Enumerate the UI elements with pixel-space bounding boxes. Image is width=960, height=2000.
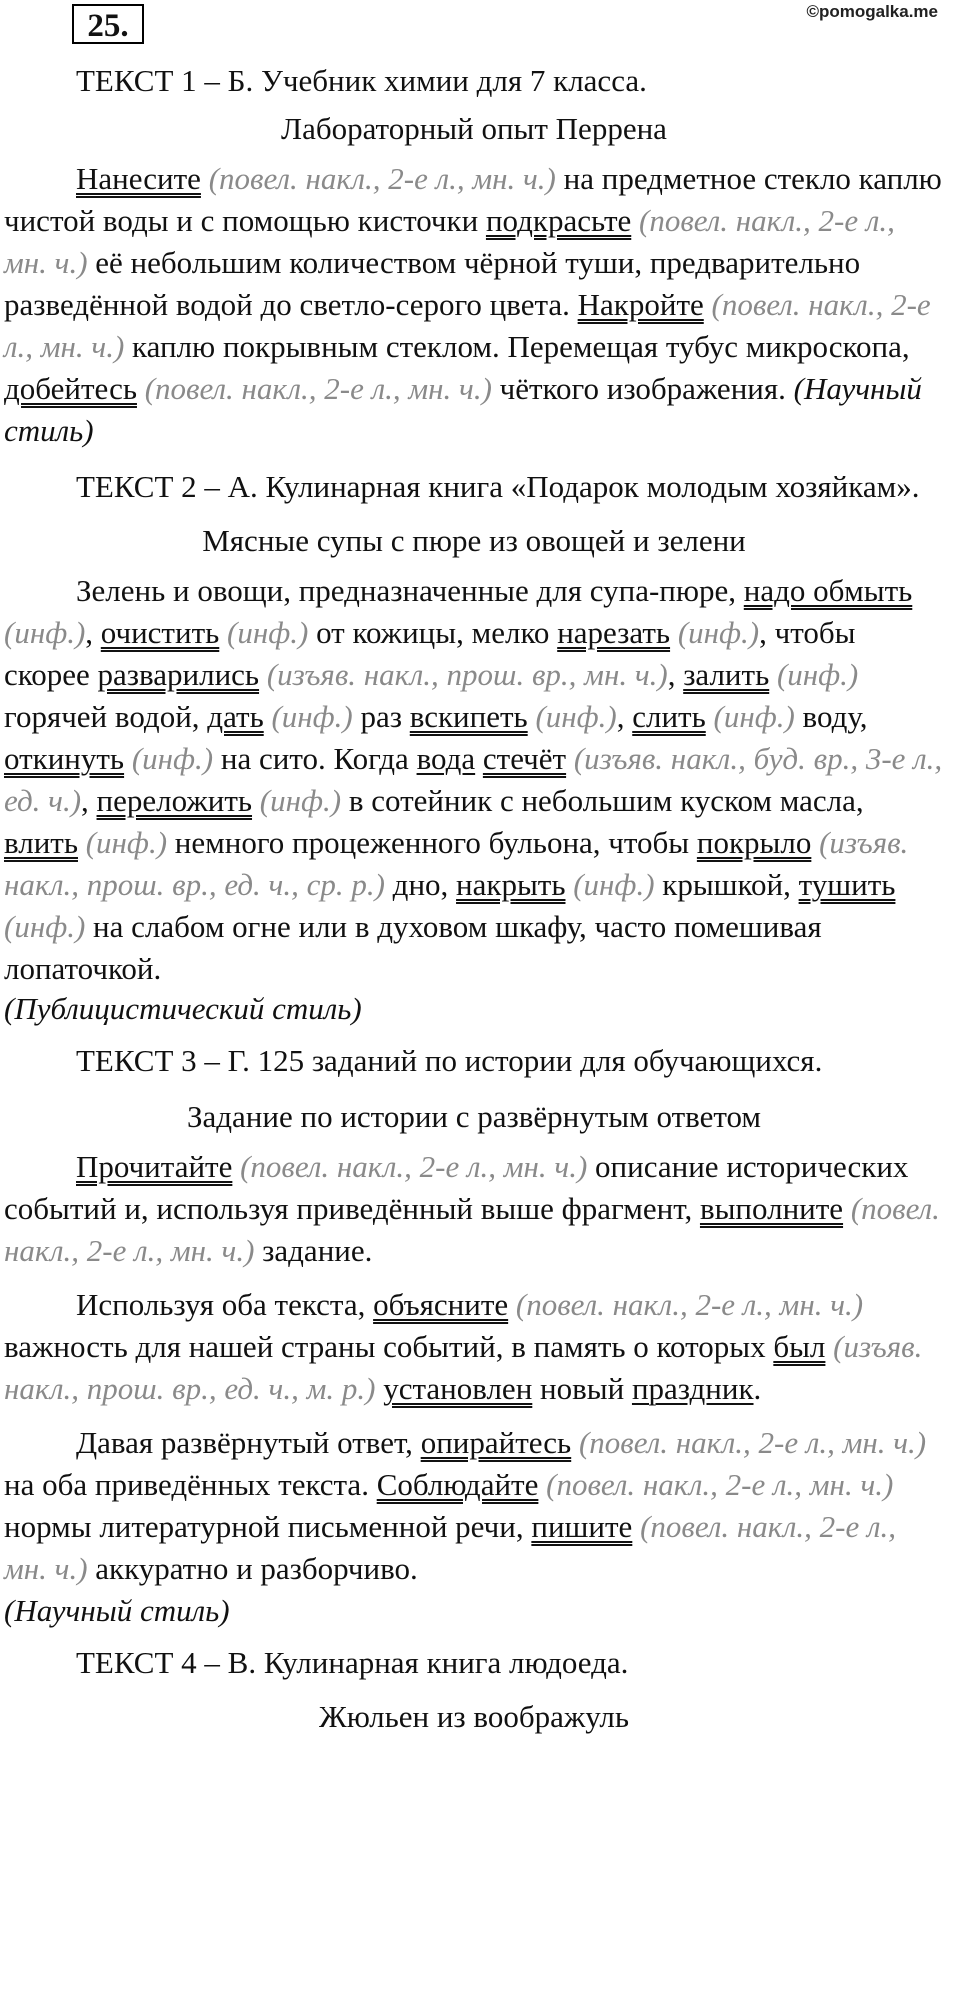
predicate: тушить	[798, 867, 896, 902]
predicate: Нанесите	[76, 161, 201, 196]
document-body	[4, 56, 944, 1746]
text4-title: Жюльен из воображуль	[318, 1699, 630, 1734]
grammar-note: (инф.)	[535, 699, 617, 734]
text-run: в сотейник с небольшим куском масла,	[341, 783, 864, 818]
grammar-note: (повел. накл., 2-е л., мн. ч.)	[4, 1509, 896, 1586]
text-run: раз	[352, 699, 410, 734]
text1-paragraph	[4, 158, 944, 452]
text-run: от кожицы, мелко	[308, 615, 558, 650]
predicate: Прочитайте	[76, 1149, 233, 1184]
grammar-note: (инф.)	[259, 783, 342, 818]
text1-title: Лабораторный опыт Перрена	[281, 111, 667, 146]
subject: вода	[416, 741, 476, 776]
text3-title: Задание по истории с развёрнутым ответом	[186, 1099, 762, 1134]
text3-heading: ТЕКСТ 3 – Г. 125 заданий по истории для обучающихся.	[76, 1043, 823, 1078]
grammar-note: (инф.)	[85, 825, 168, 860]
predicate: добейтесь	[4, 371, 137, 406]
grammar-note: (повел. накл., 2-е л., мн. ч.)	[240, 1149, 588, 1184]
text-run: на предметное стекло каплю чистой воды и с помощью кисточки	[4, 161, 942, 238]
predicate: объясните	[373, 1287, 509, 1322]
text-run: новый	[532, 1371, 632, 1406]
text-run: Давая развёрнутый ответ,	[76, 1425, 421, 1460]
text-run: её небольшим количеством чёрной туши, предварительно разведённой водой до светло-серого цвета.	[4, 245, 861, 322]
predicate: дать	[207, 699, 264, 734]
predicate: стечёт	[482, 741, 567, 776]
style-label: (Научный стиль)	[4, 371, 922, 448]
predicate: накрыть	[456, 867, 566, 902]
text3-paragraph-1	[4, 1146, 944, 1272]
predicate: подкрасьте	[485, 203, 632, 238]
text-run: каплю покрывным стеклом. Перемещая тубус микроскопа,	[124, 329, 910, 364]
predicate: нарезать	[557, 615, 671, 650]
text-run: крышкой,	[654, 867, 799, 902]
text-run: важность для нашей страны событий, в память о которых	[4, 1329, 774, 1364]
watermark: ©pomogalka.me	[806, 2, 938, 21]
grammar-note: (инф.)	[131, 741, 214, 776]
predicate: был	[773, 1329, 826, 1364]
predicate: Соблюдайте	[376, 1467, 539, 1502]
predicate: залить	[683, 657, 770, 692]
text3-paragraph-3	[4, 1422, 944, 1590]
text-run: задание.	[254, 1233, 373, 1268]
grammar-note: (изъяв. накл., прош. вр., ед. ч., м. р.)	[4, 1329, 923, 1406]
text-run: немного процеженного бульона, чтобы	[167, 825, 697, 860]
text-run: на слабом огне или в духовом шкафу, часто помешивая лопаточкой.	[4, 909, 822, 986]
text2-style-label: (Публицистический стиль)	[4, 991, 362, 1026]
text-run: на оба приведённых текста.	[4, 1467, 377, 1502]
grammar-note: (повел. накл., 2-е л., мн. ч.)	[546, 1467, 894, 1502]
grammar-note: (изъяв. накл., прош. вр., мн. ч.)	[266, 657, 668, 692]
predicate: Накройте	[577, 287, 704, 322]
grammar-note: (повел. накл., 2-е л., мн. ч.)	[4, 203, 895, 280]
grammar-note: (инф.)	[677, 615, 760, 650]
predicate: выполните	[699, 1191, 844, 1226]
grammar-note: (повел. накл., 2-е л., мн. ч.)	[144, 371, 492, 406]
text-run: воду,	[794, 699, 868, 734]
grammar-note: (инф.)	[4, 615, 86, 650]
text-run: чёткого изображения.	[491, 371, 794, 406]
predicate: откинуть	[4, 741, 125, 776]
grammar-note: (инф.)	[227, 615, 309, 650]
text-run: нормы литературной письменной речи,	[4, 1509, 532, 1544]
grammar-note: (изъяв. накл., буд. вр., 3-е л., ед. ч.)	[4, 741, 943, 818]
text3-style-label: (Научный стиль)	[4, 1593, 230, 1628]
grammar-note: (инф.)	[713, 699, 795, 734]
subject: праздник	[631, 1371, 754, 1406]
predicate: влить	[4, 825, 78, 860]
text-run: ,	[85, 615, 101, 650]
text-run: Используя оба текста,	[76, 1287, 374, 1322]
text2-paragraph	[4, 570, 944, 990]
text-run: , чтобы скорее	[4, 615, 856, 692]
text2-heading: ТЕКСТ 2 – А. Кулинарная книга «Подарок молодым хозяйкам».	[76, 469, 920, 504]
predicate: покрыло	[696, 825, 812, 860]
grammar-note: (инф.)	[776, 657, 859, 692]
text-run: ,	[667, 657, 684, 692]
exercise-number: 25.	[72, 4, 144, 44]
text-run: ,	[81, 783, 97, 818]
grammar-note: (изъяв. накл., прош. вр., ед. ч., ср. р.)	[4, 825, 909, 902]
grammar-note: (повел. накл., 2-е л., мн. ч.)	[208, 161, 556, 196]
grammar-note: (инф.)	[573, 867, 655, 902]
text4-heading: ТЕКСТ 4 – В. Кулинарная книга людоеда.	[76, 1645, 629, 1680]
text-run: .	[753, 1371, 762, 1406]
text-run: на сито. Когда	[213, 741, 417, 776]
grammar-note: (повел. накл., 2-е л., мн. ч.)	[4, 287, 931, 364]
text-run: Зелень и овощи, предназначенные для супа-пюре,	[76, 573, 744, 608]
predicate: пишите	[531, 1509, 633, 1544]
predicate: слить	[632, 699, 706, 734]
text1-heading: ТЕКСТ 1 – Б. Учебник химии для 7 класса.	[76, 63, 647, 98]
text-run: ,	[616, 699, 633, 734]
text3-paragraph-2	[4, 1284, 944, 1410]
text-run: дно,	[384, 867, 457, 902]
predicate: надо обмыть	[743, 573, 913, 608]
grammar-note: (инф.)	[4, 909, 86, 944]
grammar-note: (повел. накл., 2-е л., мн. ч.)	[578, 1425, 927, 1460]
predicate: очистить	[100, 615, 220, 650]
grammar-note: (повел. накл., 2-е л., мн. ч.)	[515, 1287, 864, 1322]
text-run: аккуратно и разборчиво.	[87, 1551, 418, 1586]
grammar-note: (повел. накл., 2-е л., мн. ч.)	[4, 1191, 940, 1268]
predicate: установлен	[383, 1371, 533, 1406]
predicate: переложить	[96, 783, 253, 818]
grammar-note: (инф.)	[271, 699, 353, 734]
text-run: горячей водой,	[4, 699, 208, 734]
text2-title: Мясные супы с пюре из овощей и зелени	[202, 523, 746, 558]
predicate: опирайтесь	[420, 1425, 572, 1460]
text-run: описание исторических событий и, используя приведённый выше фрагмент,	[4, 1149, 909, 1226]
predicate: вскипеть	[409, 699, 528, 734]
text-run	[475, 741, 483, 776]
predicate: разварились	[97, 657, 260, 692]
